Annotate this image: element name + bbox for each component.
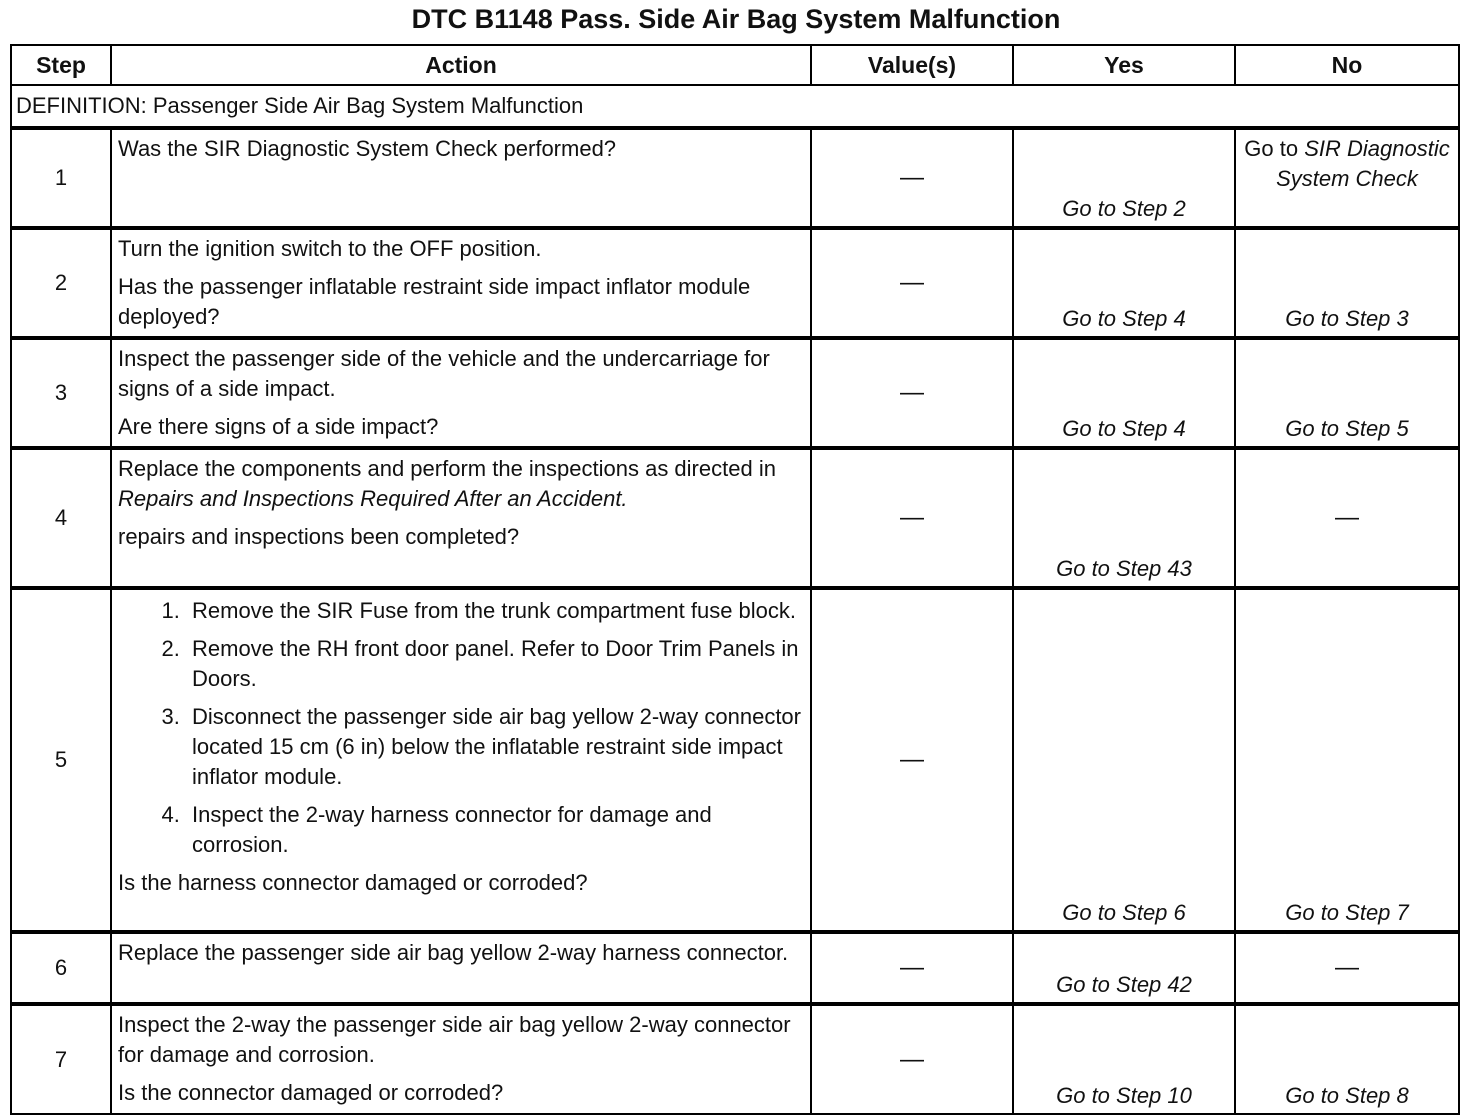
page-title: DTC B1148 Pass. Side Air Bag System Malfunction [411,4,1061,34]
step-number: 5 [11,588,111,932]
action-cell [111,932,811,1004]
question-text: repairs and inspections been completed? [118,524,520,549]
action-cell [111,128,811,228]
action-reference[interactable]: Repairs and Inspections Required After an Accident. [118,486,628,511]
action-text: Replace the passenger side air bag yellow 2-way harness connector. [118,940,789,965]
header-action: Action [111,45,811,85]
substep-item: 4. Inspect the 2-way harness connector for damage and corrosion. [186,800,804,860]
no-link[interactable]: Go to Step 3 [1235,228,1459,338]
header-step: Step [11,45,111,85]
substep-list [118,596,804,860]
action-text: Was the SIR Diagnostic System Check performed? [118,136,617,161]
action-cell [111,338,811,448]
value-cell: — [811,128,1013,228]
header-row [11,45,1459,85]
no-prefix: Go to [1244,136,1305,161]
no-value: — [1235,932,1459,1004]
action-text: Inspect the 2-way the passenger side air bag yellow 2-way connector for damage and corrosion. [118,1012,791,1067]
header-yes: Yes [1013,45,1235,85]
substep-item: 1. Remove the SIR Fuse from the trunk compartment fuse block. [186,596,804,626]
substep-item: 2. Remove the RH front door panel. Refer to Door Trim Panels in Doors. [186,634,804,694]
no-link[interactable]: Go to Step 7 [1235,588,1459,932]
action-cell [111,448,811,588]
yes-link[interactable]: Go to Step 4 [1013,228,1235,338]
yes-link[interactable]: Go to Step 10 [1013,1004,1235,1114]
substep-item: 3. Disconnect the passenger side air bag yellow 2-way connector located 15 cm (6 in) below the inflatable restraint side impact inflator module. [186,702,804,792]
action-prefix: Replace the components and perform the inspections as directed in [118,456,776,481]
table-row [11,588,1459,932]
no-link[interactable] [1235,128,1459,228]
value-cell: — [811,932,1013,1004]
header-values: Value(s) [811,45,1013,85]
step-number: 7 [11,1004,111,1114]
table-row [11,932,1459,1004]
value-cell: — [811,338,1013,448]
yes-link[interactable]: Go to Step 43 [1013,448,1235,588]
step-number: 1 [11,128,111,228]
header-no: No [1235,45,1459,85]
no-link[interactable]: Go to Step 8 [1235,1004,1459,1114]
yes-link[interactable]: Go to Step 4 [1013,338,1235,448]
definition-text: DEFINITION: Passenger Side Air Bag System Malfunction [11,85,1459,128]
action-text: Inspect the passenger side of the vehicle and the undercarriage for signs of a side impact. [118,346,770,401]
definition-row [11,85,1459,128]
question-text: Has the passenger inflatable restraint side impact inflator module deployed? [118,274,751,329]
value-cell: — [811,1004,1013,1114]
action-text: Turn the ignition switch to the OFF position. [118,236,542,261]
diagnostic-table [10,44,1460,1115]
action-cell [111,1004,811,1114]
table-row [11,128,1459,228]
yes-link[interactable]: Go to Step 6 [1013,588,1235,932]
question-text: Are there signs of a side impact? [118,414,439,439]
action-cell [111,228,811,338]
table-row [11,1004,1459,1114]
no-link[interactable]: Go to Step 5 [1235,338,1459,448]
value-cell: — [811,228,1013,338]
yes-link[interactable]: Go to Step 2 [1013,128,1235,228]
action-text [118,454,804,514]
action-cell [111,588,811,932]
step-number: 6 [11,932,111,1004]
table-row [11,228,1459,338]
value-cell: — [811,588,1013,932]
step-number: 2 [11,228,111,338]
yes-link[interactable]: Go to Step 42 [1013,932,1235,1004]
step-number: 4 [11,448,111,588]
no-value: — [1235,448,1459,588]
question-text: Is the connector damaged or corroded? [118,1080,504,1105]
table-row [11,338,1459,448]
no-reference: SIR Diagnostic System Check [1276,136,1450,191]
value-cell: — [811,448,1013,588]
step-number: 3 [11,338,111,448]
table-row [11,448,1459,588]
question-text: Is the harness connector damaged or corroded? [118,870,588,895]
